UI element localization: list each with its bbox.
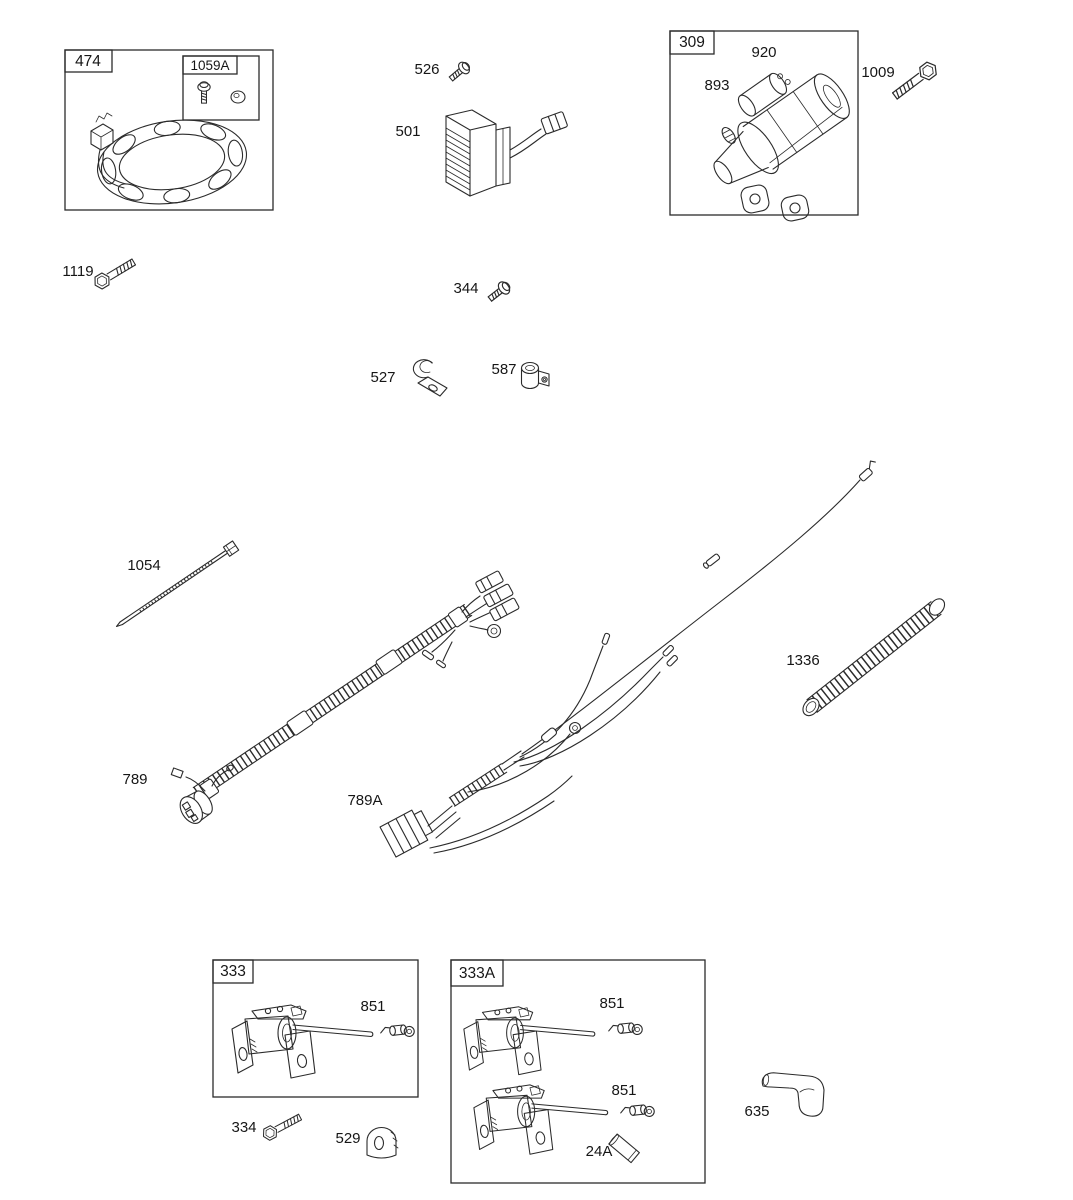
strap-clamp-illustration bbox=[413, 360, 447, 396]
corrugated-tube-illustration bbox=[800, 596, 948, 719]
part-label-344: 344 bbox=[453, 280, 479, 297]
terminal-sleeve-24A-illustration bbox=[608, 1134, 639, 1163]
part-label-24A: 24A bbox=[585, 1143, 613, 1160]
part-label-526: 526 bbox=[414, 61, 440, 78]
group-333A-switch-pair bbox=[451, 960, 705, 1183]
part-label-635: 635 bbox=[744, 1103, 770, 1120]
part-label-1119: 1119 bbox=[62, 263, 94, 280]
part-1054 bbox=[117, 541, 239, 627]
terminal-851-illustration bbox=[608, 1022, 643, 1038]
part-526 bbox=[414, 59, 472, 83]
voltage-regulator-illustration bbox=[446, 110, 568, 196]
hex-bolt-illustration bbox=[890, 59, 940, 102]
hex-bolt-illustration bbox=[261, 1111, 304, 1142]
part-label-333A: 333A bbox=[458, 965, 496, 982]
part-1009 bbox=[861, 59, 939, 102]
part-1336 bbox=[786, 596, 947, 719]
part-label-527: 527 bbox=[370, 369, 396, 386]
grommet-illustration bbox=[367, 1128, 398, 1159]
part-1119 bbox=[62, 256, 137, 291]
part-label-893: 893 bbox=[704, 77, 730, 94]
part-529 bbox=[335, 1128, 398, 1159]
part-label-309: 309 bbox=[679, 34, 705, 51]
hose-clamp-illustration bbox=[522, 363, 550, 389]
part-334 bbox=[231, 1111, 303, 1142]
part-label-1059A: 1059A bbox=[190, 58, 230, 73]
part-label-1336: 1336 bbox=[786, 652, 820, 669]
part-label-501: 501 bbox=[395, 123, 421, 140]
group-474-box bbox=[65, 50, 273, 210]
group-333-switch bbox=[213, 960, 418, 1097]
stator-ring-illustration bbox=[91, 111, 252, 213]
part-label-1009: 1009 bbox=[861, 64, 895, 81]
part-501 bbox=[395, 110, 567, 196]
starter-motor-illustration bbox=[688, 46, 858, 222]
part-label-851-333A-2: 851 bbox=[611, 1082, 637, 1099]
part-label-789: 789 bbox=[122, 771, 148, 788]
part-635 bbox=[744, 1073, 824, 1120]
part-527 bbox=[370, 360, 447, 396]
terminal-851-illustration bbox=[620, 1104, 655, 1120]
group-474-alternator bbox=[65, 50, 273, 213]
wiring-harness-789-illustration bbox=[171, 570, 519, 827]
part-label-1054: 1054 bbox=[127, 557, 161, 574]
terminal-851-illustration bbox=[380, 1024, 415, 1040]
part-344 bbox=[453, 279, 512, 304]
group-333A-box bbox=[451, 960, 705, 1183]
switch-assembly-illustration bbox=[464, 1007, 595, 1075]
flange-screw-illustration bbox=[486, 279, 513, 304]
part-label-529: 529 bbox=[335, 1130, 361, 1147]
flange-screw-illustration bbox=[447, 59, 473, 83]
terminal-boot-illustration bbox=[762, 1073, 824, 1116]
part-label-789A: 789A bbox=[347, 792, 383, 809]
group-333-box bbox=[213, 960, 418, 1097]
part-label-920: 920 bbox=[751, 44, 777, 61]
part-label-587: 587 bbox=[491, 361, 517, 378]
part-label-851-333A-1: 851 bbox=[599, 995, 625, 1012]
switch-assembly-illustration bbox=[232, 1005, 373, 1078]
part-label-474: 474 bbox=[75, 53, 101, 70]
screw-washer-illustration bbox=[198, 82, 245, 103]
part-label-851-333: 851 bbox=[360, 998, 386, 1015]
part-label-334: 334 bbox=[231, 1119, 257, 1136]
group-309-starter bbox=[670, 31, 858, 222]
hex-bolt-illustration bbox=[92, 256, 138, 291]
part-587 bbox=[491, 361, 549, 389]
cable-tie-illustration bbox=[117, 541, 239, 627]
part-789 bbox=[122, 570, 519, 827]
part-label-333: 333 bbox=[220, 963, 246, 980]
